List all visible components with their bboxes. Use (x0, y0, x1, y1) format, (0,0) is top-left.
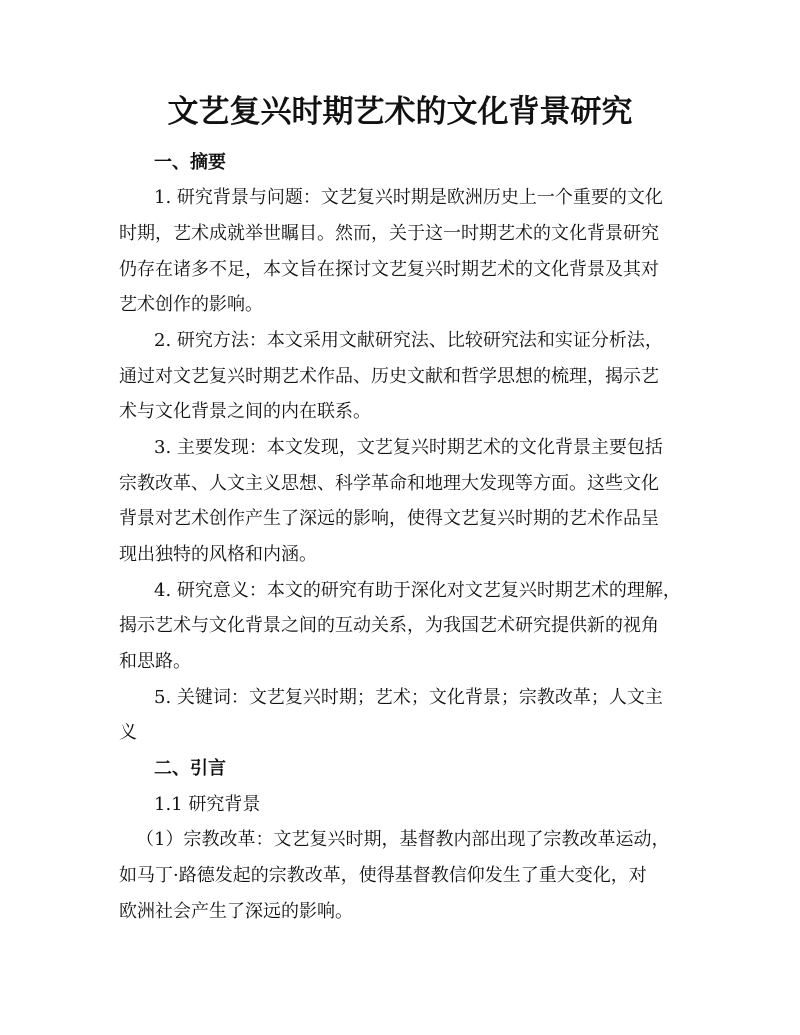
abstract-item-3-line-1: 3. 主要发现：本文发现，文艺复兴时期艺术的文化背景主要包括 (154, 437, 663, 458)
abstract-item-4-line-1: 4. 研究意义：本文的研究有助于深化对文艺复兴时期艺术的理解， (154, 580, 681, 601)
intro-paragraph-line-3: 欧洲社会产生了深远的影响。 (119, 901, 353, 922)
abstract-item-2-line-1: 2. 研究方法：本文采用文献研究法、比较研究法和实证分析法， (154, 330, 663, 351)
intro-paragraph-line-2: 如马丁·路德发起的宗教改革，使得基督教信仰发生了重大变化，对 (119, 865, 647, 886)
abstract-item-1-line-4: 艺术创作的影响。 (119, 294, 263, 315)
abstract-item-4-line-2: 揭示艺术与文化背景之间的互动关系，为我国艺术研究提供新的视角 (119, 615, 659, 636)
abstract-item-3-line-3: 背景对艺术创作产生了深远的影响，使得文艺复兴时期的艺术作品呈 (119, 508, 659, 529)
abstract-item-4-line-3: 和思路。 (119, 651, 191, 672)
abstract-item-2-line-3: 术与文化背景之间的内在联系。 (119, 401, 371, 422)
section-heading-introduction: 二、引言 (154, 758, 226, 779)
abstract-item-3-line-2: 宗教改革、人文主义思想、科学革命和地理大发现等方面。这些文化 (119, 473, 659, 494)
abstract-item-3-line-4: 现出独特的风格和内涵。 (119, 544, 317, 565)
abstract-item-1-line-3: 仍存在诸多不足，本文旨在探讨文艺复兴时期艺术的文化背景及其对 (119, 259, 659, 280)
section-heading-abstract: 一、摘要 (154, 152, 226, 173)
document-title: 文艺复兴时期艺术的文化背景研究 (167, 94, 633, 130)
abstract-item-1-line-2: 时期，艺术成就举世瞩目。然而，关于这一时期艺术的文化背景研究 (119, 223, 659, 244)
abstract-item-5-line-1: 5. 关键词：文艺复兴时期；艺术；文化背景；宗教改革；人文主 (154, 687, 663, 708)
intro-paragraph-line-1: （1）宗教改革：文艺复兴时期，基督教内部出现了宗教改革运动， (136, 829, 670, 850)
abstract-item-5-line-2: 义 (119, 722, 137, 743)
subsection-heading-background: 1.1 研究背景 (154, 794, 261, 815)
abstract-item-1-line-1: 1. 研究背景与问题：文艺复兴时期是欧洲历史上一个重要的文化 (154, 187, 663, 208)
abstract-item-2-line-2: 通过对文艺复兴时期艺术作品、历史文献和哲学思想的梳理，揭示艺 (119, 366, 659, 387)
